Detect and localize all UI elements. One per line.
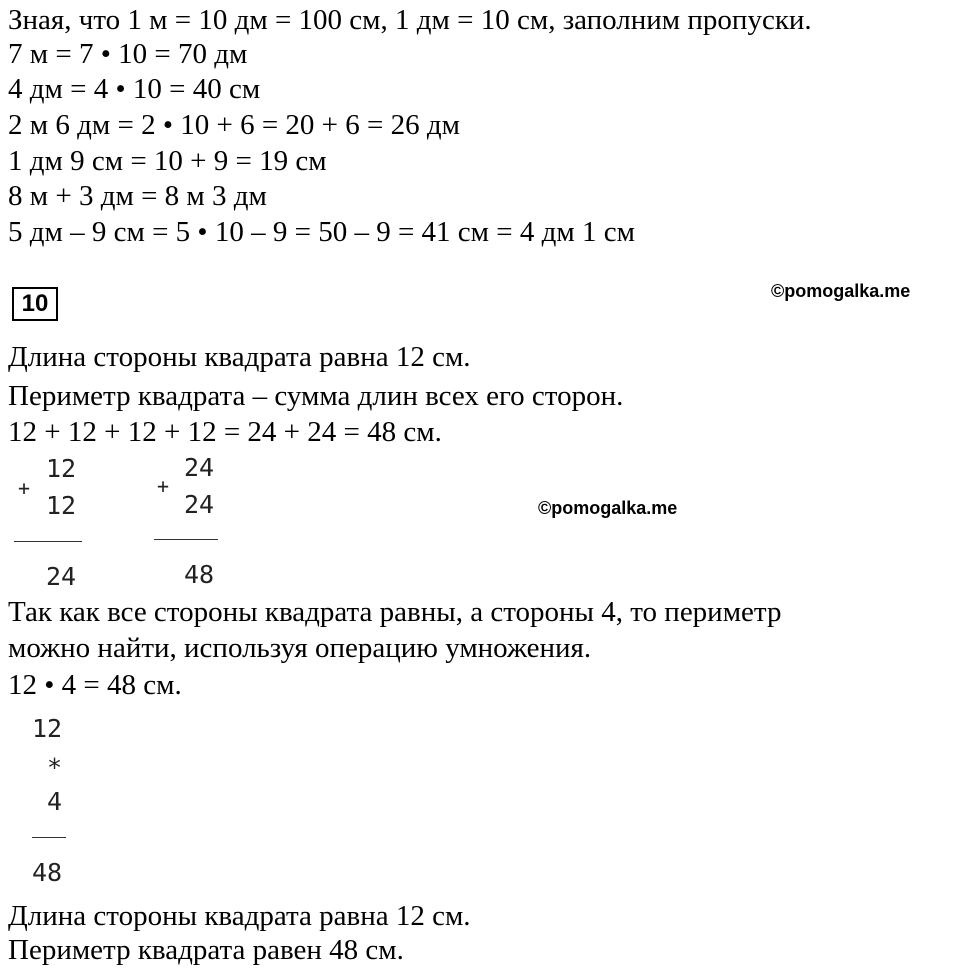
column-add-1-a: 12 bbox=[46, 454, 77, 483]
conversion-line-6: 5 дм – 9 см = 5 • 10 – 9 = 50 – 9 = 41 см = 4 дм 1 см bbox=[8, 216, 635, 248]
column-mult-b: 4 bbox=[47, 787, 63, 816]
column-add-2-rule bbox=[154, 539, 218, 540]
watermark-top: ©pomogalka.me bbox=[771, 281, 911, 301]
column-mult-sign: * bbox=[47, 753, 63, 782]
column-add-1-result: 24 bbox=[46, 562, 77, 591]
column-add-2-a: 24 bbox=[184, 453, 215, 482]
perimeter-definition: Периметр квадрата – сумма длин всех его сторон. bbox=[8, 380, 624, 412]
column-mult-rule bbox=[32, 837, 66, 838]
task-number-box: 10 bbox=[12, 287, 58, 321]
conversion-line-1: 7 м = 7 • 10 = 70 дм bbox=[8, 38, 248, 70]
conversion-line-3: 2 м 6 дм = 2 • 10 + 6 = 20 + 6 = 26 дм bbox=[8, 109, 460, 141]
multiplication-expression: 12 • 4 = 48 см. bbox=[8, 669, 182, 701]
intro-text: Зная, что 1 м = 10 дм = 100 см, 1 дм = 10 см, заполним пропуски. bbox=[8, 4, 812, 36]
explanation-line-2: можно найти, используя операцию умножения. bbox=[8, 632, 592, 664]
conversion-line-2: 4 дм = 4 • 10 = 40 см bbox=[8, 73, 261, 105]
column-add-1-sign: + bbox=[18, 476, 31, 500]
watermark-middle: ©pomogalka.me bbox=[538, 498, 678, 518]
answer-perimeter: Периметр квадрата равен 48 см. bbox=[8, 934, 404, 966]
side-length-text: Длина стороны квадрата равна 12 см. bbox=[8, 341, 471, 373]
column-add-1-rule bbox=[14, 541, 82, 542]
column-add-2-result: 48 bbox=[184, 560, 215, 589]
conversion-line-4: 1 дм 9 см = 10 + 9 = 19 см bbox=[8, 145, 327, 177]
column-add-2-sign: + bbox=[157, 474, 170, 498]
column-mult-a: 12 bbox=[32, 714, 63, 743]
column-add-1-b: 12 bbox=[46, 491, 77, 520]
answer-side-length: Длина стороны квадрата равна 12 см. bbox=[8, 900, 471, 932]
column-mult-result: 48 bbox=[32, 858, 63, 887]
column-add-2-b: 24 bbox=[184, 490, 215, 519]
explanation-line-1: Так как все стороны квадрата равны, а стороны 4, то периметр bbox=[8, 596, 782, 628]
conversion-line-5: 8 м + 3 дм = 8 м 3 дм bbox=[8, 180, 267, 212]
sum-expression: 12 + 12 + 12 + 12 = 24 + 24 = 48 см. bbox=[8, 416, 442, 448]
